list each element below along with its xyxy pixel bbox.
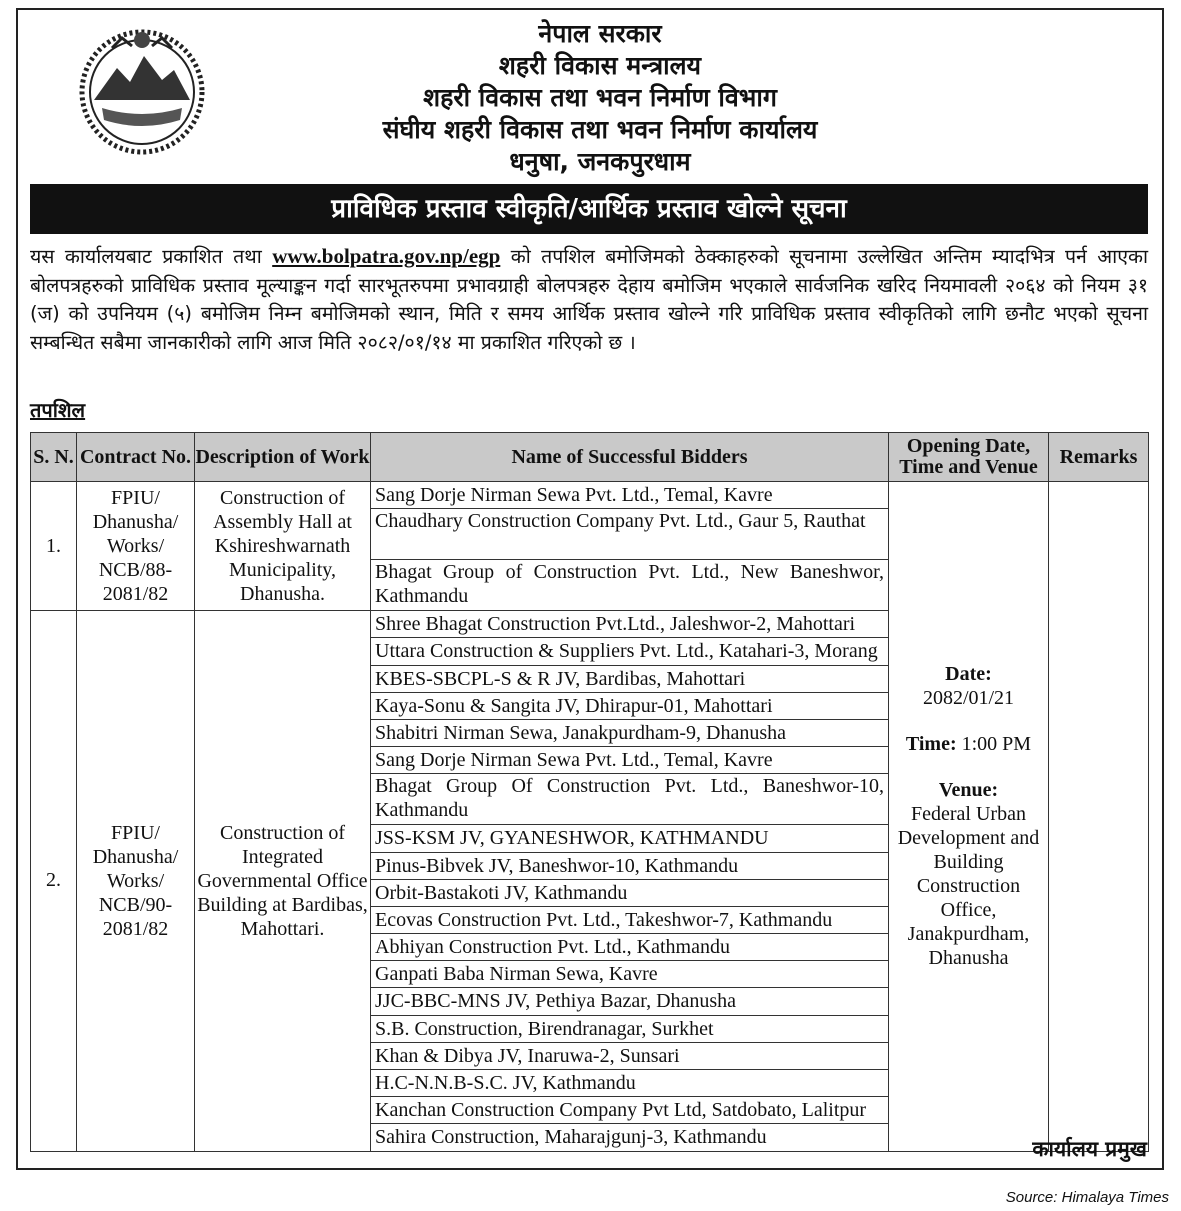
time-label: Time: [905,733,957,756]
bidder-item: Shabitri Nirman Sewa, Janakpurdham-9, Dhanusha [371,720,888,747]
table-header-row [31,433,1149,482]
source-credit: Source: Himalaya Times [1005,1189,1169,1206]
row-description: Construction of Assembly Hall at Kshireshwarnath Municipality, Dhanusha. [195,482,371,611]
bidder-item: Shree Bhagat Construction Pvt.Ltd., Jaleshwor-2, Mahottari [371,611,888,638]
header-line-location: धनुषा, जनकपुरधाम [509,147,691,176]
header-remarks: Remarks [1049,433,1149,482]
intro-text-1: यस कार्यालयबाट प्रकाशित तथा [30,245,262,268]
header-bidders: Name of Successful Bidders [371,433,889,482]
bidder-item: JJC-BBC-MNS JV, Pethiya Bazar, Dhanusha [371,988,888,1015]
bidder-item: Chaudhary Construction Company Pvt. Ltd., Gaur 5, Rauthat [371,509,888,560]
bidder-item: Abhiyan Construction Pvt. Ltd., Kathmandu [371,934,888,961]
table-row [31,482,1149,611]
bidder-item: Kaya-Sonu & Sangita JV, Dhirapur-01, Mahottari [371,693,888,720]
row-contract-no: FPIU/ Dhanusha/ Works/ NCB/88- 2081/82 [77,482,195,611]
opening-date: 2082/01/21 [922,687,1015,710]
bidder-item: Kanchan Construction Company Pvt Ltd, Satdobato, Lalitpur [371,1097,888,1124]
bidder-item: Khan & Dibya JV, Inaruwa-2, Sunsari [371,1043,888,1070]
bidder-item: Bhagat Group Of Construction Pvt. Ltd., Baneshwor-10, Kathmandu [371,774,888,825]
header [220,18,980,178]
header-line-ministry: शहरी विकास मन्त्रालय [498,51,702,80]
header-line-office: संघीय शहरी विकास तथा भवन निर्माण कार्यालय [382,115,818,144]
header-contract-no: Contract No. [77,433,195,482]
row-sn: 2. [31,611,77,1151]
venue-label: Venue: [938,779,999,802]
bidder-item: Orbit-Bastakoti JV, Kathmandu [371,880,888,907]
header-sn: S. N. [31,433,77,482]
intro-paragraph [30,242,1148,357]
remarks-cell [1049,482,1149,1152]
bidder-item: Sang Dorje Nirman Sewa Pvt. Ltd., Temal, Kavre [371,747,888,774]
bidder-item: Ecovas Construction Pvt. Ltd., Takeshwor-7, Kathmandu [371,907,888,934]
bidder-item: H.C-N.N.B-S.C. JV, Kathmandu [371,1070,888,1097]
bidder-item: Ganpati Baba Nirman Sewa, Kavre [371,961,888,988]
row-bidders-cell [371,482,889,611]
row-contract-no: FPIU/ Dhanusha/ Works/ NCB/90- 2081/82 [77,611,195,1151]
bolpatra-link[interactable]: www.bolpatra.gov.np/egp [272,244,501,268]
bidder-item: JSS-KSM JV, GYANESHWOR, KATHMANDU [371,825,888,852]
opening-venue: Federal Urban Development and Building Construction Office, Janakpurdham, Dhanusha [897,803,1040,970]
header-description: Description of Work [195,433,371,482]
header-opening: Opening Date, Time and Venue [889,433,1049,482]
header-line-department: शहरी विकास तथा भवन निर्माण विभाग [423,83,777,112]
nepal-emblem-icon [72,20,212,160]
intro-text-2: को तपशिल बमोजिमको ठेक्काहरुको सूचनामा उल्लेखित अन्तिम म्यादभित्र पर्न आएका बोलपत्रहरुको प्राविधिक प्रस्ताव मूल्याङ्कन गर्दा सारभूतरुपमा प्रभावग्राही बोलपत्रहरु देहाय बमोजिम भएकाले सार्वजनिक खरिद नियमावली २०६४ को नियम ३१ (ज) को उपनियम (५) बमोजिम निम्न बमोजिमको स्थान, मिति र समय आर्थिक प्रस्ताव खोल्ने गरि प्राविधिक प्रस्ताव स्वीकृतिको लागि छनौट भएको सूचना सम्बन्धित सबैमा जानकारीको लागि आज मिति २०८२/०१/१४ मा प्रकाशित गरिएको छ । [30,245,1149,354]
notice-title-banner: प्राविधिक प्रस्ताव स्वीकृति/आर्थिक प्रस्ताव खोल्ने सूचना [30,184,1148,234]
opening-time: 1:00 PM [961,733,1032,756]
bidder-item: Uttara Construction & Suppliers Pvt. Ltd., Katahari-3, Morang [371,638,888,665]
bidder-item: S.B. Construction, Birendranagar, Surkhet [371,1016,888,1043]
bidder-item: Sang Dorje Nirman Sewa Pvt. Ltd., Temal, Kavre [371,482,888,509]
row-sn: 1. [31,482,77,611]
row-description: Construction of Integrated Governmental Office Building at Bardibas, Mahottari. [195,611,371,1151]
header-line-government: नेपाल सरकार [538,19,662,48]
bidder-item: Sahira Construction, Maharajgunj-3, Kathmandu [375,1126,767,1149]
opening-details [889,482,1049,1152]
details-heading: तपशिल [30,398,86,422]
row-bidders-cell [371,611,889,1151]
office-chief-signature: कार्यालय प्रमुख [1032,1137,1147,1161]
bidders-table [30,432,1149,1152]
date-label: Date: [945,663,992,686]
bidder-item: KBES-SBCPL-S & R JV, Bardibas, Mahottari [371,666,888,693]
bidder-item: Bhagat Group of Construction Pvt. Ltd., New Baneshwor, Kathmandu [375,561,884,608]
bidder-item: Pinus-Bibvek JV, Baneshwor-10, Kathmandu [371,853,888,880]
